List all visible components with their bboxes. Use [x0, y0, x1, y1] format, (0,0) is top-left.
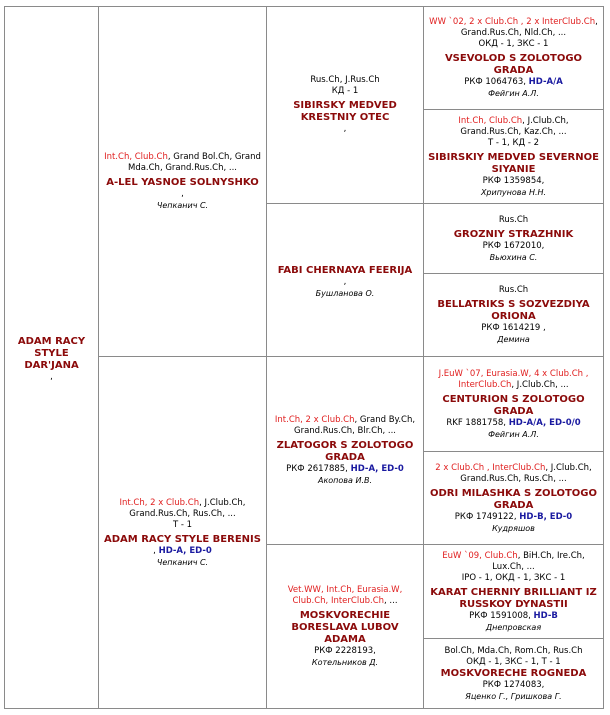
- g3-health: HD-A/A: [528, 77, 563, 87]
- sire-sire-cell: [266, 6, 424, 204]
- g3-name[interactable]: KARAT CHERNIY BRILLIANT IZ RUSSKOY DYNASTII: [430, 586, 597, 610]
- g3-extra: Т - 1, КД - 2: [487, 137, 540, 148]
- subject-cell: [4, 6, 99, 709]
- g3-cell-6: [423, 544, 604, 639]
- dam-titles-black: , J.Club.Ch, Grand.Rus.Ch, Rus.Ch, ...: [129, 497, 246, 519]
- g3-cell-4: [423, 356, 604, 452]
- sire-sire-comma: ,: [343, 124, 347, 134]
- g3-name[interactable]: BELLATRIKS S SOZVEZDIYA ORIONA: [437, 299, 590, 322]
- sire-titles-black: , Grand Bol.Ch, Grand Mda.Ch, Grand.Rus.Ch, ...: [127, 152, 261, 173]
- g3-reg: РКФ 1749122,: [454, 511, 517, 522]
- g3-owner: Яценко Г., Гришкова Г.: [465, 691, 562, 701]
- g3-titles-black: , J.Club.Ch, ...: [511, 379, 569, 390]
- g3-titles-black: Bol.Ch, Mda.Ch, Rom.Ch, Rus.Ch: [444, 645, 583, 656]
- g3-cell-1: [423, 109, 604, 204]
- dam-dam-name[interactable]: MOSKVORECHIE BORESLAVA LUBOV ADAMA: [291, 610, 399, 645]
- dam-sire-health: HD-A, ED-0: [350, 464, 404, 474]
- g3-reg: РКФ 1359854,: [482, 175, 545, 186]
- g3-titles-black: , BiH.Ch, Ire.Ch, Lux.Ch, ...: [492, 550, 585, 572]
- g3-titles-black: , J.Club.Ch, Grand.Rus.Ch, Rus.Ch, ...: [460, 462, 592, 484]
- dam-sire-titles-red: Int.Ch, 2 x Club.Ch: [274, 415, 355, 425]
- sire-sire-titles: Rus.Ch, J.Rus.Ch: [310, 75, 380, 85]
- dam-dam-titles-black: , ...: [384, 596, 398, 606]
- g3-health: HD-A/A, ED-0/0: [508, 417, 581, 428]
- g3-name[interactable]: VSEVOLOD S ZOLOTOGO GRADA: [444, 53, 583, 76]
- g3-reg: РКФ 1614219 ,: [481, 323, 546, 333]
- g3-owner: Фейгин А.Л.: [488, 89, 539, 98]
- sire-dam-cell: [266, 203, 424, 357]
- dam-dam-titles-red: Vet.WW, Int.Ch, Eurasia.W, Club.Ch, InterClub.Ch: [287, 585, 403, 606]
- g3-cell-2: [423, 203, 604, 274]
- g3-owner: Хрипунова Н.Н.: [480, 187, 547, 197]
- dam-sire-name[interactable]: ZLATOGOR S ZOLOTOGO GRADA: [276, 440, 414, 463]
- g3-titles-red: 2 x Club.Ch , InterClub.Ch: [435, 462, 546, 473]
- g3-reg: РКФ 1064763,: [464, 77, 526, 87]
- g3-cell-3: [423, 273, 604, 357]
- g3-extra: ОКД - 1, ЗКС - 1: [478, 39, 549, 49]
- g3-cell-0: [423, 6, 604, 110]
- sire-dam-comma: ,: [343, 276, 347, 287]
- g3-reg: RKF 1881758,: [446, 417, 506, 428]
- g3-owner: Днепровская: [485, 622, 542, 632]
- dam-cell: [98, 356, 267, 709]
- sire-sire-name[interactable]: SIBIRSKY MEDVED KRESTNIY OTEC: [293, 100, 397, 123]
- g3-name[interactable]: CENTURION S ZOLOTOGO GRADA: [442, 393, 585, 417]
- g3-owner: Демина: [497, 335, 530, 344]
- sire-dam-name[interactable]: FABI CHERNAYA FEERIJA: [277, 264, 413, 276]
- dam-sire-cell: [266, 356, 424, 545]
- g3-owner: Кудряшов: [492, 523, 535, 533]
- dam-name[interactable]: ADAM RACY STYLE BERENIS: [104, 533, 261, 545]
- g3-cell-5: [423, 451, 604, 545]
- dam-dam-reg: РКФ 2228193,: [314, 646, 376, 656]
- g3-extra: IPO - 1, ОКД - 1, ЗКС - 1: [461, 572, 566, 583]
- g3-health: HD-B: [533, 610, 558, 621]
- dam-hd-prefix: ,: [153, 545, 156, 556]
- g3-name[interactable]: ODRI MILASHKA S ZOLOTOGO GRADA: [429, 487, 597, 511]
- g3-titles-red: Int.Ch, Club.Ch: [458, 115, 523, 126]
- sire-owner: Чепканич С.: [156, 201, 209, 210]
- g3-owner: Вьюхина С.: [489, 252, 538, 262]
- dam-owner: Чепканич С.: [156, 557, 209, 567]
- g3-reg: РКФ 1672010,: [482, 240, 545, 251]
- sire-comma: ,: [181, 189, 184, 199]
- g3-titles-black: Rus.Ch: [498, 285, 529, 295]
- dam-health: HD-A, ED-0: [158, 545, 212, 556]
- dam-extra: Т - 1: [172, 519, 193, 530]
- g3-extra: ОКД - 1, ЗКС - 1, Т - 1: [466, 656, 561, 667]
- g3-health: HD-B, ED-0: [519, 511, 573, 522]
- sire-name[interactable]: A-LEL YASNOE SOLNYSHKO: [106, 177, 259, 188]
- subject-comma: ,: [50, 371, 53, 382]
- sire-sire-extra: КД - 1: [331, 86, 359, 96]
- g3-name[interactable]: MOSKVORECHE ROGNEDA: [440, 667, 587, 679]
- dam-sire-owner: Акопова И.В.: [317, 476, 373, 485]
- g3-titles-red: WW `02, 2 x Club.Ch , 2 x InterClub.Ch: [429, 17, 596, 27]
- g3-reg: РКФ 1591008,: [469, 610, 531, 621]
- g3-titles-black: , J.Club.Ch, Grand.Rus.Ch, Kaz.Ch, ...: [460, 115, 569, 137]
- sire-cell: [98, 6, 267, 357]
- g3-cell-7: [423, 638, 604, 709]
- sire-titles-red: Int.Ch, Club.Ch: [104, 152, 168, 162]
- g3-titles-black: Rus.Ch: [498, 214, 529, 225]
- sire-dam-owner: Бушланова О.: [315, 288, 375, 298]
- g3-name[interactable]: GROZNIY STRAZHNIK: [453, 228, 574, 240]
- g3-name[interactable]: SIBIRSKIY MEDVED SEVERNOE SIYANIE: [428, 151, 599, 175]
- g3-titles-red: EuW `09, Club.Ch: [442, 550, 518, 561]
- g3-owner: Фейгин А.Л.: [488, 429, 539, 439]
- dam-sire-titles-black: , Grand By.Ch, Grand.Rus.Ch, Blr.Ch, ...: [294, 415, 416, 436]
- g3-titles-black: , Grand.Rus.Ch, Nld.Ch, ...: [460, 17, 598, 38]
- g3-reg: РКФ 1274083,: [482, 679, 545, 690]
- dam-dam-cell: [266, 544, 424, 709]
- dam-titles-red: Int.Ch, 2 x Club.Ch: [119, 497, 200, 508]
- subject-name[interactable]: ADAM RACY STYLE DAR'JANA: [17, 335, 86, 371]
- g3-titles-red: J.EuW `07, Eurasia.W, 4 x Club.Ch , InterClub.Ch: [438, 368, 589, 390]
- dam-dam-owner: Котельников Д.: [311, 658, 379, 667]
- dam-sire-reg: РКФ 2617885,: [286, 464, 348, 474]
